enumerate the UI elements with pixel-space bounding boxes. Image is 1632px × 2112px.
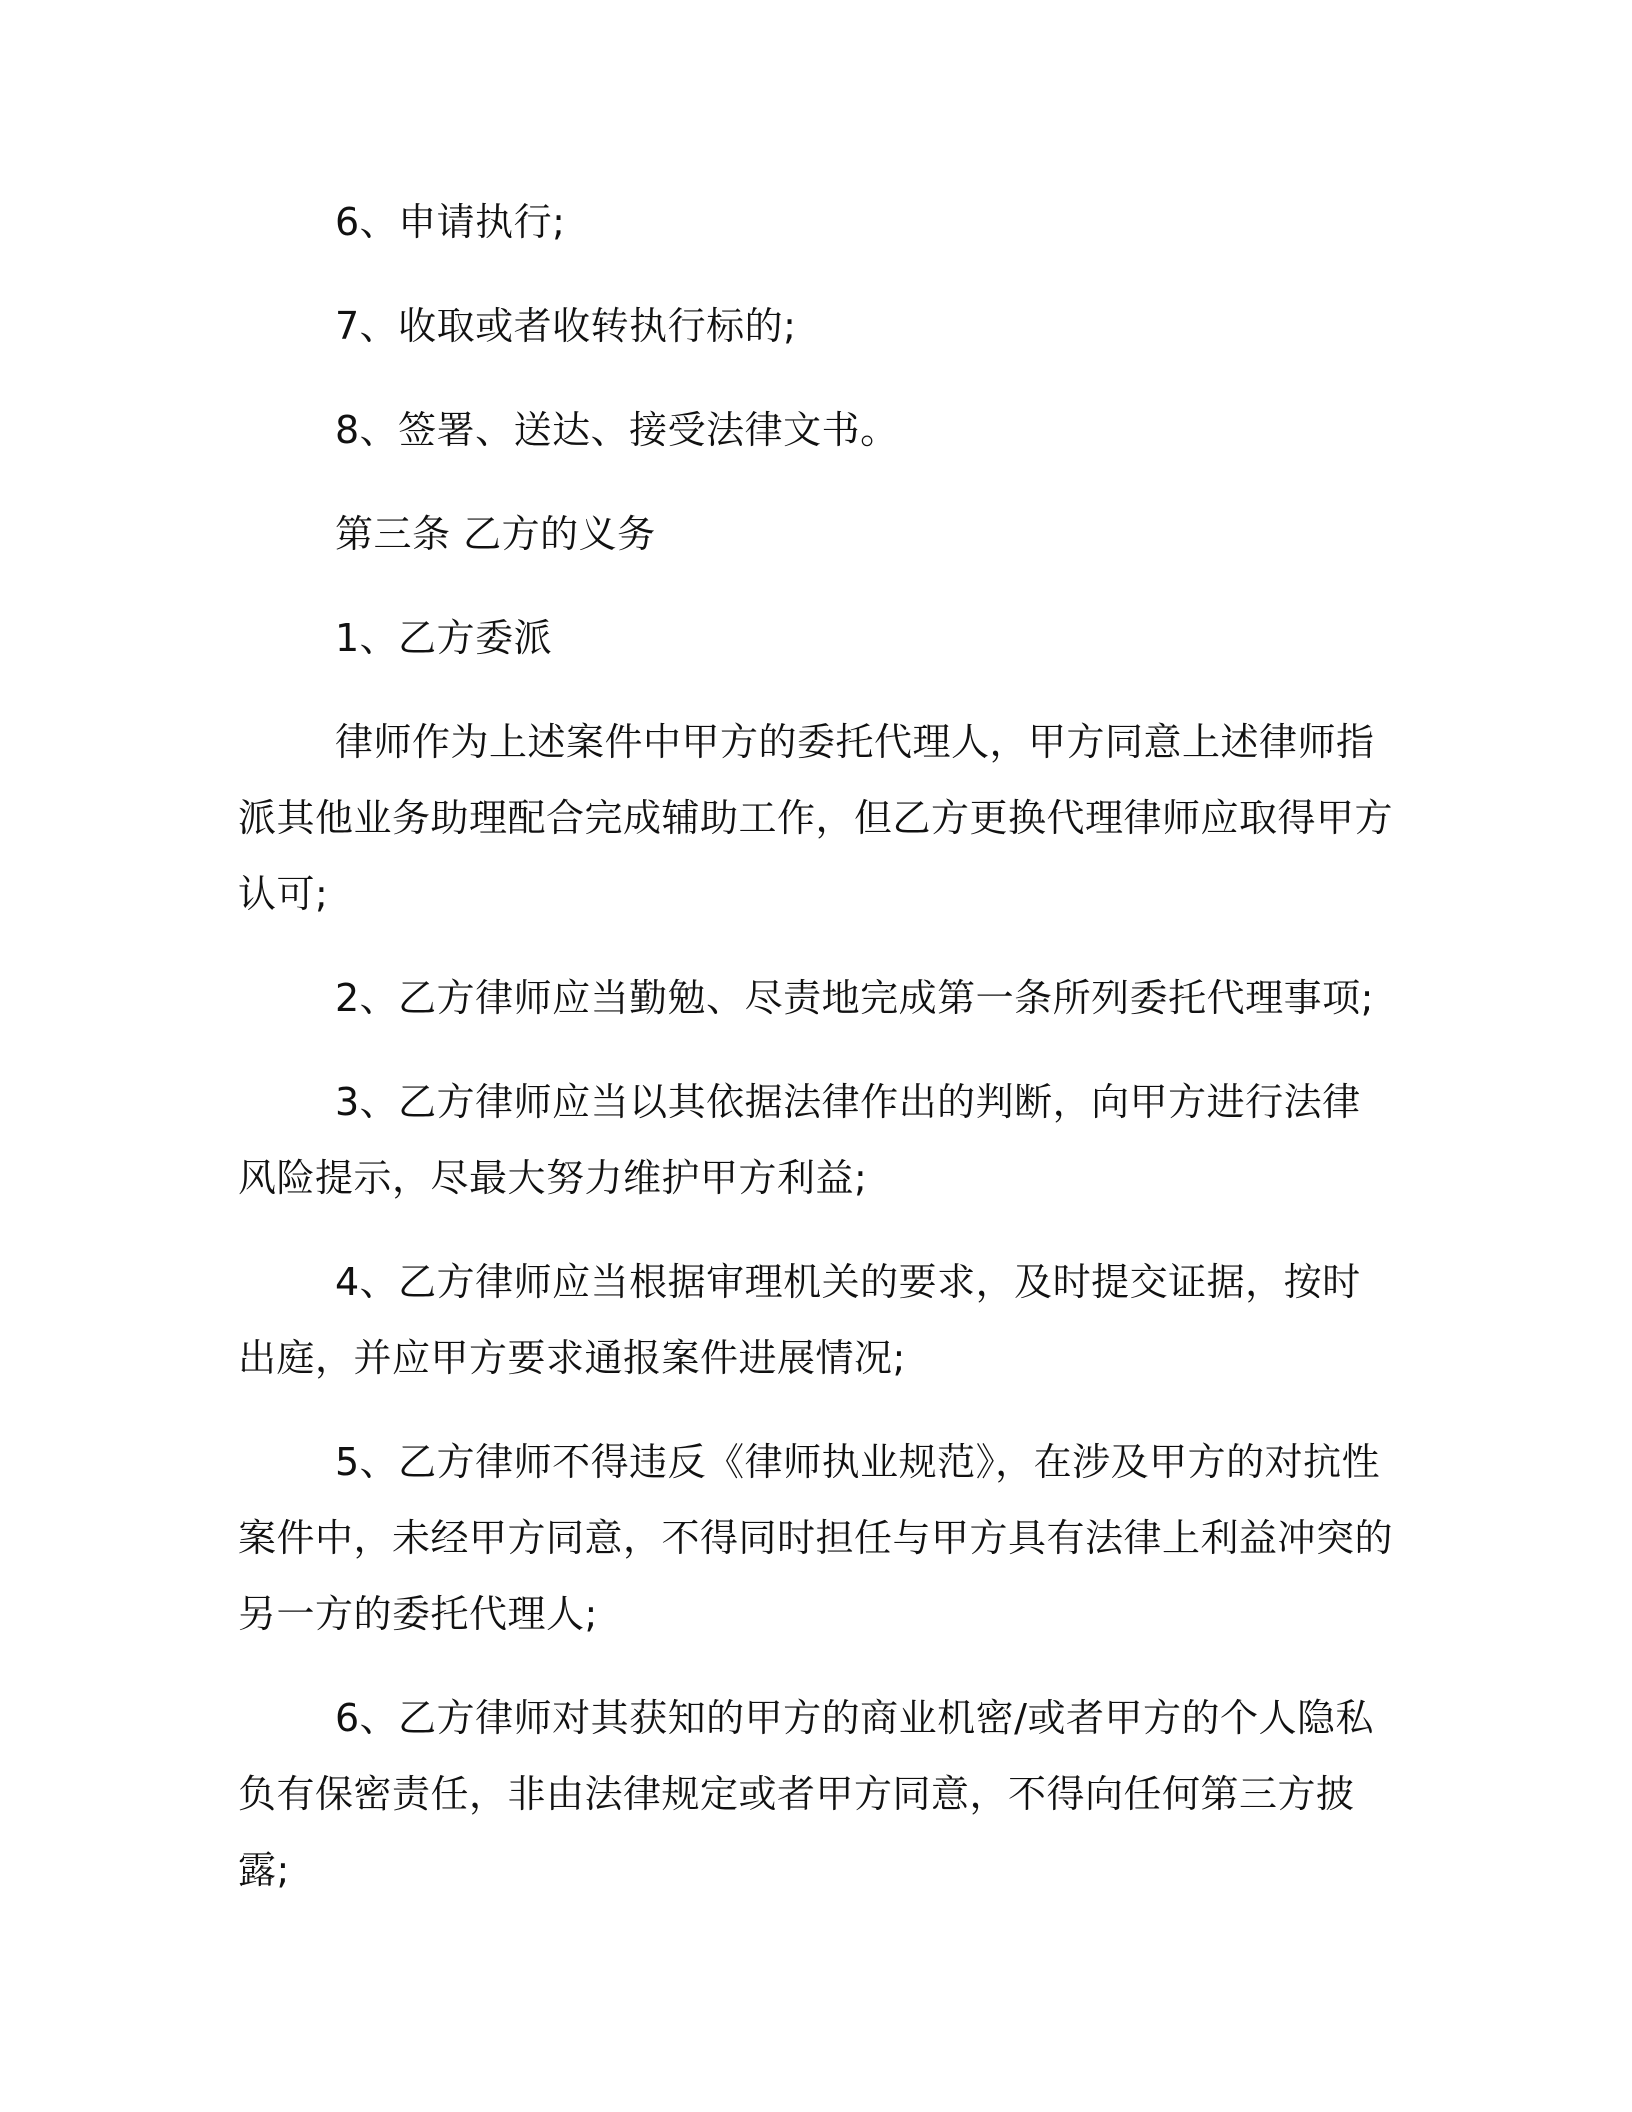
list-item-risk-warning: 3、乙方律师应当以其依据法律作出的判断，向甲方进行法律风险提示，尽最大努力维护甲方利益; bbox=[238, 1080, 1361, 1200]
list-item-diligence: 2、乙方律师应当勤勉、尽责地完成第一条所列委托代理事项; bbox=[335, 976, 1374, 1020]
list-item-submit-evidence: 4、乙方律师应当根据审理机关的要求，及时提交证据，按时出庭，并应甲方要求通报案件进展情况; bbox=[238, 1260, 1361, 1380]
list-item-conflict-of-interest: 5、乙方律师不得违反《律师执业规范》，在涉及甲方的对抗性案件中，未经甲方同意，不得同时担任与甲方具有法律上利益冲突的另一方的委托代理人; bbox=[238, 1440, 1394, 1636]
list-item-sign-legal-documents: 8、签署、送达、接受法律文书。 bbox=[335, 408, 899, 452]
section-heading-article-three: 第三条 乙方的义务 bbox=[335, 512, 656, 556]
paragraph-lawyer-as-agent: 律师作为上述案件中甲方的委托代理人，甲方同意上述律师指派其他业务助理配合完成辅助工作，但乙方更换代理律师应取得甲方认可; bbox=[238, 720, 1394, 916]
list-item-collect-execution-target: 7、收取或者收转执行标的; bbox=[335, 304, 797, 348]
list-item-confidentiality: 6、乙方律师对其获知的甲方的商业机密/或者甲方的个人隐私负有保密责任，非由法律规定或者甲方同意，不得向任何第三方披露; bbox=[238, 1696, 1374, 1892]
list-item-assign-lawyer: 1、乙方委派 bbox=[335, 616, 553, 660]
document-body bbox=[238, 184, 1398, 1908]
list-item-apply-execution: 6、申请执行; bbox=[335, 200, 566, 244]
